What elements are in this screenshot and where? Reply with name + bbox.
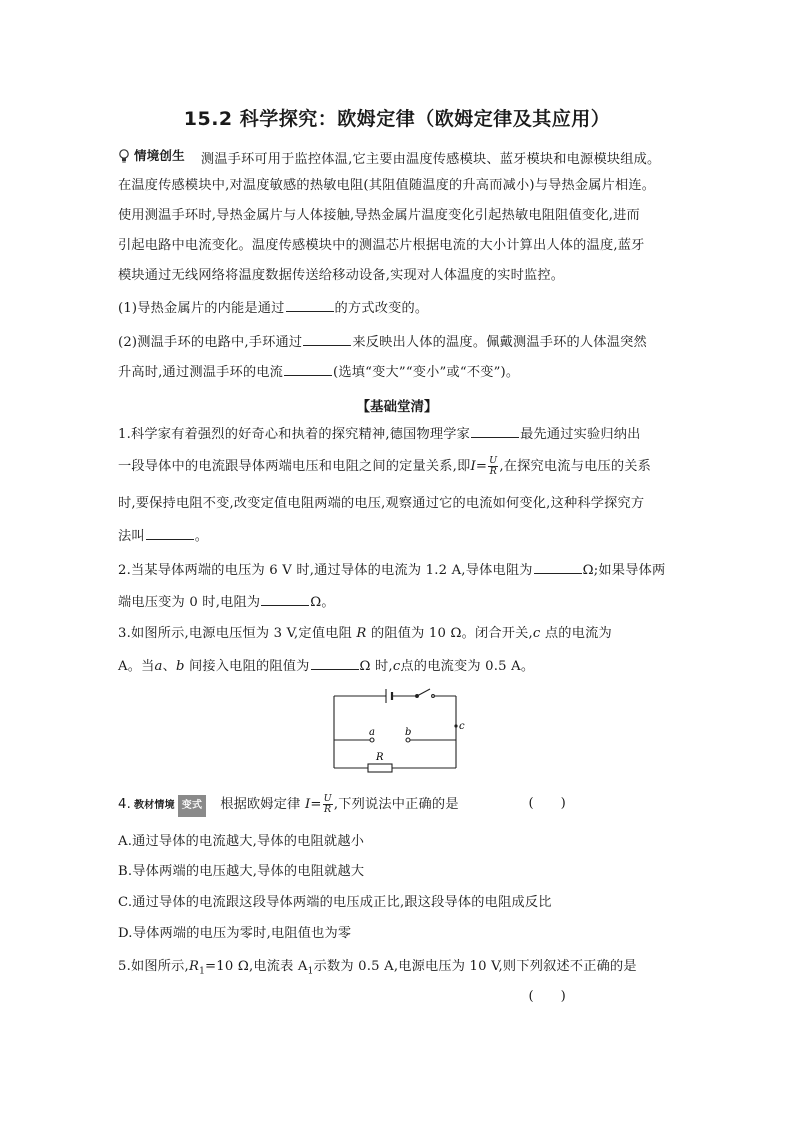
label-a: a — [369, 727, 375, 738]
terminal-b — [406, 738, 410, 742]
answer-blank[interactable] — [261, 592, 309, 606]
question-1-line-4: 法叫 。 — [118, 526, 690, 547]
ohm-formula: $\frac{U}{R}$ — [323, 793, 332, 815]
intro-question-1: (1)导热金属片的内能是通过 的方式改变的。 — [118, 298, 690, 319]
intro-text: 测温手环可用于监控体温,它主要由温度传感模块、蓝牙模块和电源模块组成。 — [200, 152, 661, 167]
intro-question-2-cont: 升高时,通过测温手环的电流 (选填“变大”“变小”或“不变”)。 — [118, 362, 690, 383]
answer-blank[interactable] — [303, 332, 351, 346]
question-1-line-2: 一段导体中的电流跟导体两端电压和电阻之间的定量关系,即I= $\frac{U}{R}$ ,在探究电流与电压的关系 — [118, 455, 652, 477]
scenario-tag-label: 情境创生 — [134, 148, 185, 163]
intro-line-4: 引起电路中电流变化。温度传感模块中的测温芯片根据电流的大小计算出人体的温度,蓝牙 — [118, 238, 645, 253]
label-b: b — [405, 727, 412, 738]
switch-contact — [432, 695, 435, 698]
question-1-line-3: 时,要保持电阻不变,改变定值电阻两端的电压,观察通过它的电流如何变化,这种科学探究方 — [118, 496, 645, 511]
option-d[interactable]: D.导体两端的电压为零时,电阻值也为零 — [118, 926, 352, 941]
terminal-a — [370, 738, 374, 742]
switch-blade — [417, 689, 430, 696]
intro-question-2: (2)测温手环的电路中,手环通过 来反映出人体的温度。佩戴测温手环的人体温突然 — [118, 332, 690, 353]
intro-line-1 — [118, 146, 690, 170]
question-4-stem: 4. 教材情境 变式 根据欧姆定律 I= $\frac{U}{R}$ ,下列说法中正确的是 ( ) — [118, 793, 566, 815]
option-a[interactable]: A.通过导体的电流越大,导体的电阻就越小 — [118, 834, 365, 849]
option-b[interactable]: B.导体两端的电压越大,导体的电阻就越大 — [118, 864, 365, 879]
page-title: 15.2 科学探究：欧姆定律（欧姆定律及其应用） — [183, 108, 611, 130]
intro-line-3: 使用测温手环时,导热金属片与人体接触,导热金属片温度变化引起热敏电阻阻值变化,进而 — [118, 208, 640, 223]
circuit-diagram — [320, 680, 470, 780]
resistor-symbol — [368, 764, 392, 772]
option-c[interactable]: C.通过导体的电流跟这段导体两端的电压成正比,跟这段导体的电阻成反比 — [118, 895, 552, 910]
answer-blank[interactable] — [471, 424, 519, 438]
question-1-line-1: 1.科学家有着强烈的好奇心和执着的探究精神,德国物理学家 最先通过实验归纳出 — [118, 424, 690, 445]
answer-blank[interactable] — [146, 526, 194, 540]
question-2-line-1: 2.当某导体两端的电压为 6 V 时,通过导体的电流为 1.2 A,导体电阻为 Ω;如果导体两 — [118, 560, 690, 581]
question-3-line-1: 3.如图所示,电源电压恒为 3 V,定值电阻 R 的阻值为 10 Ω。闭合开关,c 点的电流为 — [118, 626, 612, 641]
junction-c — [454, 724, 457, 727]
answer-paren[interactable]: ( ) — [528, 796, 566, 811]
scenario-tag — [118, 146, 185, 166]
answer-paren[interactable]: ( ) — [528, 989, 566, 1004]
intro-line-5: 模块通过无线网络将温度数据传送给移动设备,实现对人体温度的实时监控。 — [118, 268, 565, 283]
textbook-scenario-badge: 教材情境 变式 — [131, 795, 206, 817]
lightbulb-icon — [118, 149, 130, 163]
formula-lhs: I= — [470, 459, 488, 474]
label-r: R — [376, 752, 384, 763]
section-heading: 【基础堂清】 — [356, 399, 438, 415]
question-5-stem: 5.如图所示$,R_1=10$ Ω,电流表 $A_1$示数为 0.5 A,电源电压为 10 V,则下列叙述不正确的是 — [118, 959, 637, 977]
answer-blank[interactable] — [286, 298, 334, 312]
answer-blank[interactable] — [534, 560, 582, 574]
intro-line-2: 在温度传感模块中,对温度敏感的热敏电阻(其阻值随温度的升高而减小)与导热金属片相连。 — [118, 178, 656, 193]
ohm-formula: $\frac{U}{R}$ — [489, 455, 498, 477]
question-3-line-2: A。当a、b 间接入电阻的阻值为 Ω 时,c点的电流变为 0.5 A。 — [118, 656, 690, 677]
answer-blank[interactable] — [311, 656, 359, 670]
label-c: c — [459, 721, 465, 732]
answer-blank[interactable] — [284, 362, 332, 376]
question-2-line-2: 端电压变为 0 时,电阻为 Ω。 — [118, 592, 690, 613]
